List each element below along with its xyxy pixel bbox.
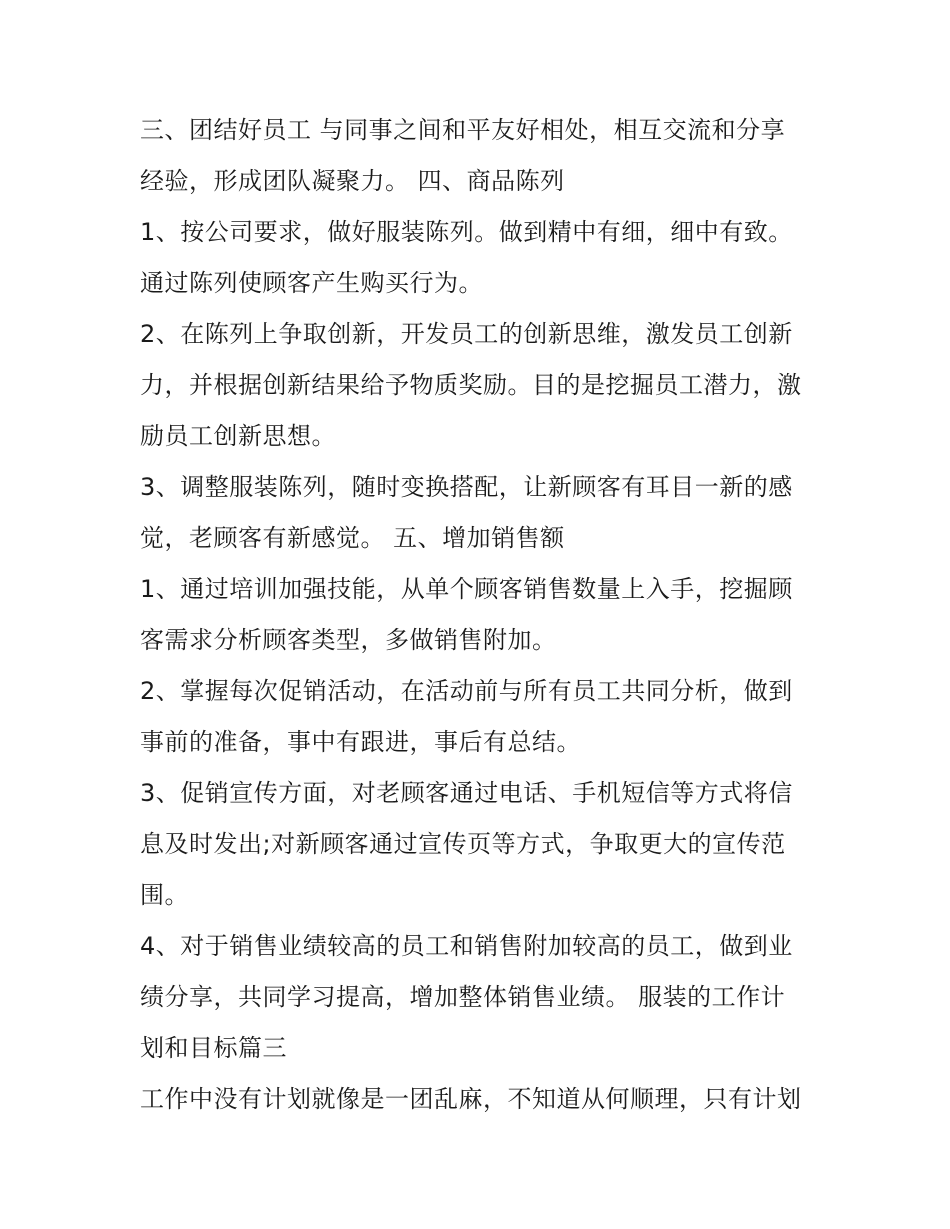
text-line: 1、按公司要求，做好服装陈列。做到精中有细，细中有致。 (140, 218, 793, 246)
text-line: 3、调整服装陈列，随时变换搭配，让新顾客有耳目一新的感 (140, 473, 793, 501)
paragraph-sales-1 (140, 564, 820, 666)
paragraph-intro-plan (140, 1074, 820, 1125)
text-line: 力，并根据创新结果给予物质奖励。目的是挖掘员工潜力，激 (140, 371, 802, 399)
paragraph-sales-3 (140, 768, 820, 921)
text-line: 划和目标篇三 (140, 1034, 287, 1062)
paragraph-display-3 (140, 462, 820, 564)
text-line: 绩分享，共同学习提高，增加整体销售业绩。 服装的工作计 (140, 983, 786, 1011)
text-line: 2、在陈列上争取创新，开发员工的创新思维，激发员工创新 (140, 320, 793, 348)
text-line: 觉，老顾客有新感觉。 五、增加销售额 (140, 524, 565, 552)
text-line: 4、对于销售业绩较高的员工和销售附加较高的员工，做到业 (140, 932, 793, 960)
text-line: 事前的准备，事中有跟进，事后有总结。 (140, 728, 581, 756)
text-line: 励员工创新思想。 (140, 422, 336, 450)
text-line: 客需求分析顾客类型，多做销售附加。 (140, 626, 557, 654)
text-line: 通过陈列使顾客产生购买行为。 (140, 269, 483, 297)
paragraph-display-2 (140, 309, 820, 462)
paragraph-unity (140, 105, 820, 207)
text-line: 围。 (140, 881, 189, 909)
text-line: 工作中没有计划就像是一团乱麻，不知道从何顺理，只有计划 (140, 1085, 802, 1113)
document-body (140, 105, 820, 1125)
paragraph-sales-2 (140, 666, 820, 768)
text-line: 3、促销宣传方面，对老顾客通过电话、手机短信等方式将信 (140, 779, 793, 807)
text-line: 三、团结好员工 与同事之间和平友好相处，相互交流和分享 (140, 116, 786, 144)
text-line: 息及时发出;对新顾客通过宣传页等方式，争取更大的宣传范 (140, 830, 786, 858)
paragraph-sales-4 (140, 921, 820, 1074)
text-line: 1、通过培训加强技能，从单个顾客销售数量上入手，挖掘顾 (140, 575, 793, 603)
text-line: 2、掌握每次促销活动，在活动前与所有员工共同分析，做到 (140, 677, 793, 705)
paragraph-display-1 (140, 207, 820, 309)
text-line: 经验，形成团队凝聚力。 四、商品陈列 (140, 167, 565, 195)
